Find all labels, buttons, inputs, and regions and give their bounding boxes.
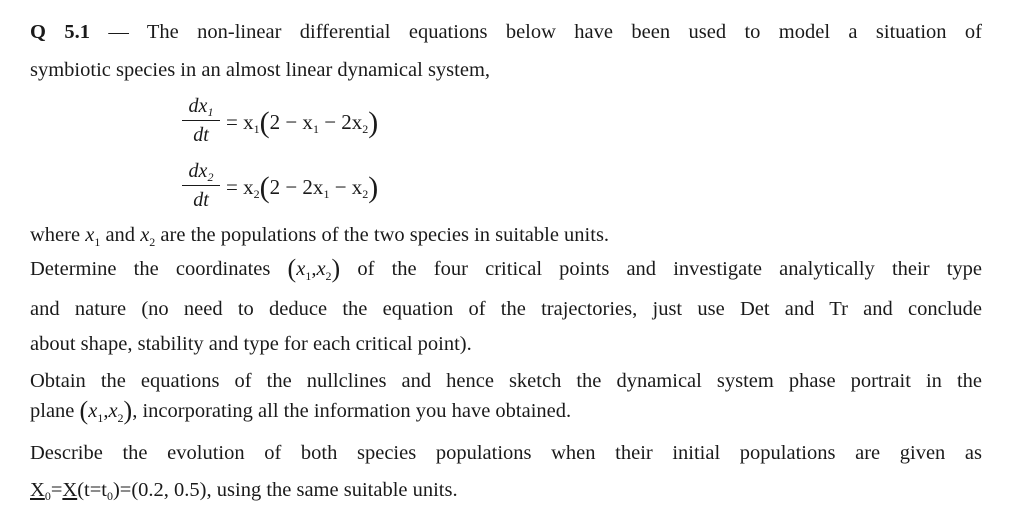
where-line: where $x_1$ and $x_2$ are the populations of the two species in suitable units. <box>30 224 610 249</box>
question-number: Q 5.1 <box>30 21 90 43</box>
intro-text-a: The non-linear differential equations below have been used to model a situation of <box>146 21 982 43</box>
describe-line-1: Describe the evolution of both species populations when their initial populations are given as <box>30 442 982 464</box>
intro-text-b: symbiotic species in an almost linear dynamical system, <box>30 59 491 81</box>
determine-line-3: about shape, stability and type for each critical point). <box>30 333 472 355</box>
dash: — <box>108 21 129 43</box>
equation-2-denominator: dt <box>193 189 209 211</box>
intro-line-2 <box>30 57 982 83</box>
describe-line-2: X0=X(t=t0)=(0.2, 0.5), using the same suitable units. <box>30 479 458 503</box>
equation-1-denominator: dt <box>193 124 209 146</box>
equation-2-fraction <box>178 157 224 212</box>
equation-2-rhs: = x2(2 − 2x1 − x2) <box>226 171 379 204</box>
equation-2-numerator: $dx_2$ <box>188 160 214 184</box>
equation-1 <box>178 92 438 152</box>
determine-line-1: Determine the coordinates $(x_1,x_2)$ of the four critical points and investigate analytically their type <box>30 254 982 283</box>
equation-2 <box>178 157 438 217</box>
equation-1-numerator: $dx_1$ <box>188 95 214 119</box>
obtain-line-1: Obtain the equations of the nullclines and hence sketch the dynamical system phase portrait in the <box>30 370 982 392</box>
intro-line-1 <box>30 19 982 45</box>
equation-1-rhs: = x1(2 − x1 − 2x2) <box>226 106 379 139</box>
equation-1-fraction <box>178 92 224 147</box>
obtain-line-2: plane $(x_1,x_2)$, incorporating all the information you have obtained. <box>30 396 572 425</box>
determine-line-2: and nature (no need to deduce the equation of the trajectories, just use Det and Tr and conclude <box>30 298 982 320</box>
